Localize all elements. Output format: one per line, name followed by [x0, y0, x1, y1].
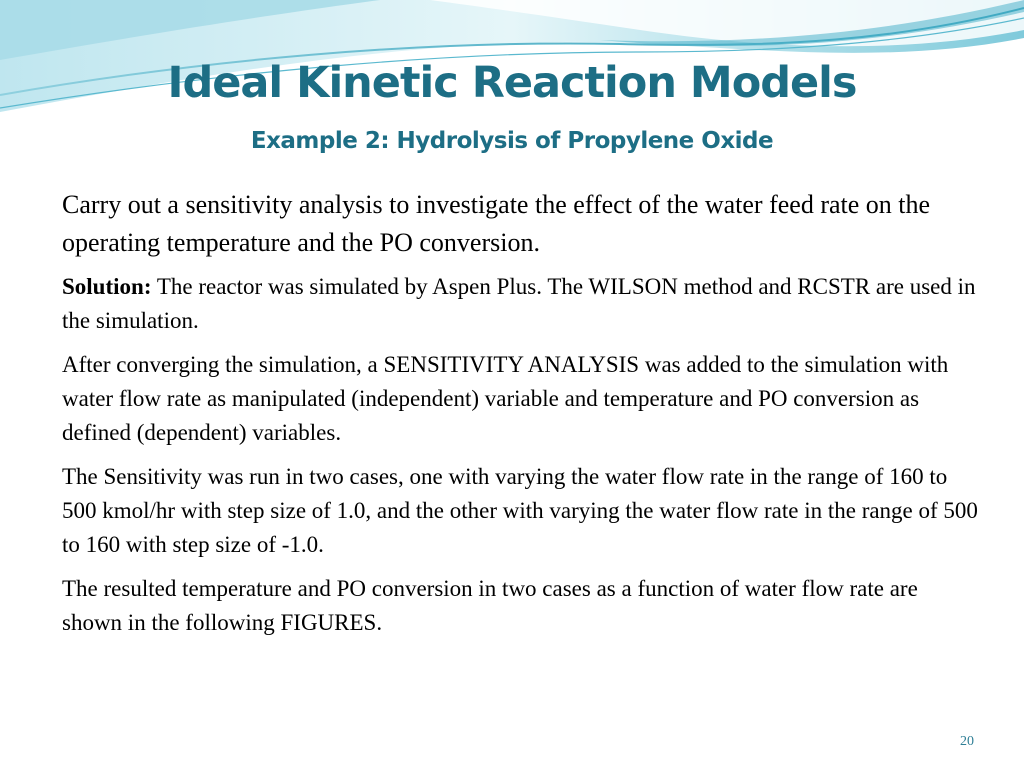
- intro-paragraph: Carry out a sensitivity analysis to investigate the effect of the water feed rate on the operating temperature and the PO conversion.: [62, 190, 931, 257]
- slide-subtitle: Example 2: Hydrolysis of Propylene Oxide: [250, 128, 774, 154]
- solution-label: Solution:: [62, 274, 152, 299]
- slide-title: Ideal Kinetic Reaction Models: [167, 58, 857, 108]
- solution-paragraph: [62, 270, 982, 338]
- results-paragraph: The resulted temperature and PO conversion in two cases as a function of water flow rate are shown in the following FIGURES.: [62, 576, 918, 635]
- page-number: 20: [960, 734, 974, 749]
- cases-paragraph: The Sensitivity was run in two cases, one with varying the water flow rate in the range of 160 to 500 kmol/hr with step size of 1.0, and the other with varying the water flow rate in the range of 500 to 160 with step size of -1.0.: [62, 464, 978, 557]
- slide-body: [62, 186, 982, 650]
- after-converging-paragraph: After converging the simulation, a SENSITIVITY ANALYSIS was added to the simulation with water flow rate as manipulated (independent) variable and temperature and PO conversion as defined (dependent) variables.: [62, 352, 949, 445]
- solution-text: The reactor was simulated by Aspen Plus. The WILSON method and RCSTR are used in the simulation.: [62, 274, 976, 333]
